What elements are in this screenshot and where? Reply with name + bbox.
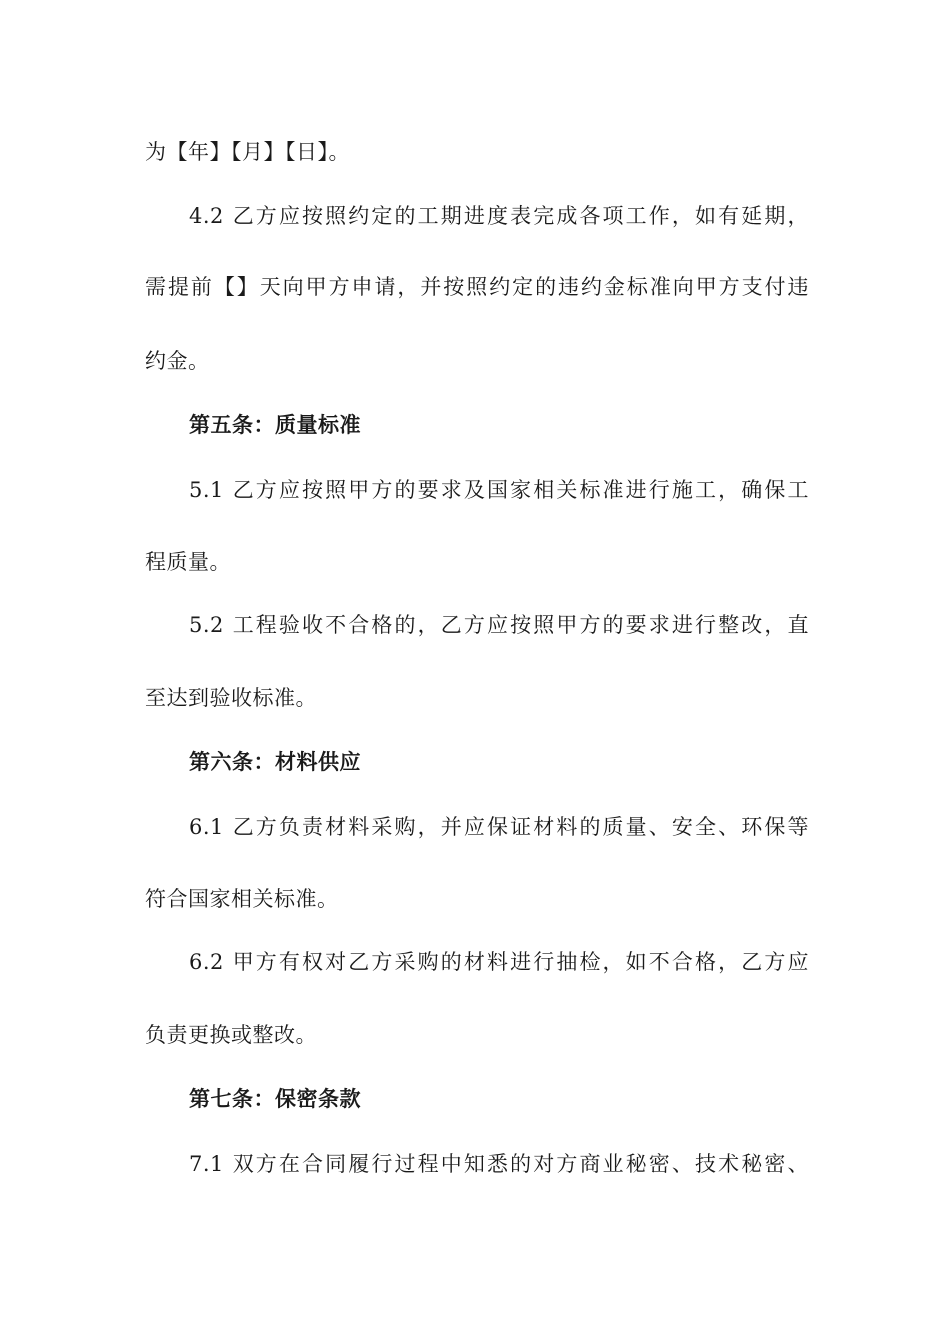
clause-5-2-line-1: 5.2 工程验收不合格的，乙方应按照甲方的要求进行整改，直 [189, 613, 809, 637]
clause-4-2-line-2: 需提前【】天向甲方申请，并按照约定的违约金标准向甲方支付违 [145, 275, 809, 299]
clause-6-1-line-2: 符合国家相关标准。 [145, 887, 339, 911]
section-heading-7: 第七条：保密条款 [189, 1087, 361, 1111]
clause-6-2-line-2: 负责更换或整改。 [145, 1023, 317, 1047]
clause-7-1-line-1: 7.1 双方在合同履行过程中知悉的对方商业秘密、技术秘密、 [189, 1152, 809, 1176]
clause-4-2-line-3: 约金。 [145, 349, 210, 373]
clause-5-1-line-1: 5.1 乙方应按照甲方的要求及国家相关标准进行施工，确保工 [189, 478, 809, 502]
clause-6-2-line-1: 6.2 甲方有权对乙方采购的材料进行抽检，如不合格，乙方应 [189, 950, 809, 974]
clause-4-2-line-1: 4.2 乙方应按照约定的工期进度表完成各项工作，如有延期， [189, 204, 809, 228]
clause-5-1-line-2: 程质量。 [145, 550, 231, 574]
clause-5-2-line-2: 至达到验收标准。 [145, 686, 317, 710]
section-heading-5: 第五条：质量标准 [189, 413, 361, 437]
paragraph-continuation: 为【年】【月】【日】。 [145, 140, 350, 164]
section-heading-6: 第六条：材料供应 [189, 750, 361, 774]
clause-6-1-line-1: 6.1 乙方负责材料采购，并应保证材料的质量、安全、环保等 [189, 815, 809, 839]
